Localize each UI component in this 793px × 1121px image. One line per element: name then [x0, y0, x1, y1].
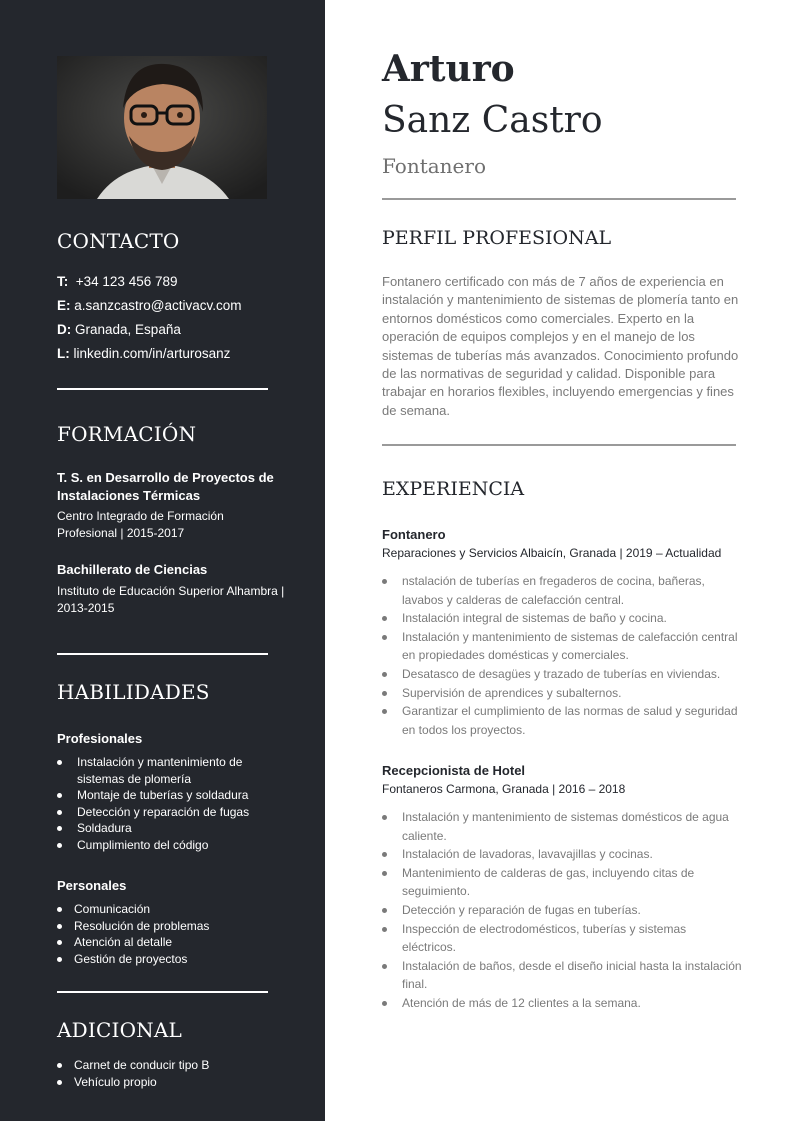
list-item: Atención al detalle	[57, 934, 287, 951]
additional-list	[57, 1057, 287, 1090]
phone-label: T:	[57, 274, 69, 289]
portrait-image	[57, 56, 267, 199]
bullet-icon	[57, 810, 62, 815]
sidebar-divider	[57, 653, 268, 655]
bullet-icon	[57, 793, 62, 798]
job-bullets-1	[382, 572, 742, 739]
bullet-icon	[382, 635, 387, 640]
contact-address	[57, 322, 181, 337]
bullet-icon	[382, 709, 387, 714]
list-item: Mantenimiento de calderas de gas, incluyendo citas de seguimiento.	[382, 864, 742, 901]
education-details-1: Centro Integrado de Formación Profesional | 2015-2017	[57, 509, 224, 540]
bullet-icon	[382, 908, 387, 913]
address-value: Granada, España	[75, 322, 181, 337]
profile-title: PERFIL PROFESIONAL	[382, 227, 612, 249]
bullet-icon	[382, 672, 387, 677]
additional-title: ADICIONAL	[57, 1018, 183, 1042]
list-item: Desatasco de desagües y trazado de tuberías en viviendas.	[382, 665, 742, 684]
bullet-icon	[382, 579, 387, 584]
bullet-icon	[382, 1001, 387, 1006]
address-label: D:	[57, 322, 72, 337]
list-item: nstalación de tuberías en fregaderos de cocina, bañeras, lavabos y calderas de calefacción central.	[382, 572, 742, 609]
list-item: Carnet de conducir tipo B	[57, 1057, 287, 1074]
bullet-icon	[382, 616, 387, 621]
bullet-icon	[382, 927, 387, 932]
profile-text: Fontanero certificado con más de 7 años de experiencia en instalación y mantenimiento de sistemas de plomería tanto en entornos domésticos como comerciales. Experto en la operación de equipos complejos y en el manejo de los sistemas de tuberías más avanzados. Conocimiento profundo de las normativas de seguridad y calidad. Disponible para trabajar en horarios flexibles, incluyendo emergencias y fines de semana.	[382, 274, 739, 418]
list-item: Comunicación	[57, 901, 287, 918]
skills-title: HABILIDADES	[57, 680, 210, 704]
profile-photo	[57, 56, 267, 199]
bullet-icon	[57, 924, 62, 929]
bullet-icon	[382, 852, 387, 857]
list-item: Soldadura	[57, 820, 272, 837]
experience-title: EXPERIENCIA	[382, 478, 525, 500]
list-item: Instalación y mantenimiento de sistemas domésticos de agua caliente.	[382, 808, 742, 845]
list-item: Instalación integral de sistemas de baño y cocina.	[382, 609, 742, 628]
education-degree-1: T. S. en Desarrollo de Proyectos de Instalaciones Térmicas	[57, 470, 274, 503]
job-bullets-2	[382, 808, 742, 1013]
sidebar-divider	[57, 388, 268, 390]
bullet-icon	[57, 843, 62, 848]
personal-skills-label: Personales	[57, 878, 127, 893]
list-item: Atención de más de 12 clientes a la semana.	[382, 994, 742, 1013]
job-role-1: Fontanero	[382, 527, 446, 542]
email-value: a.sanzcastro@activacv.com	[74, 298, 242, 313]
contact-email	[57, 298, 242, 313]
bullet-icon	[382, 871, 387, 876]
link-value: linkedin.com/in/arturosanz	[73, 346, 231, 361]
bullet-icon	[382, 815, 387, 820]
sidebar-divider	[57, 991, 268, 993]
list-item: Resolución de problemas	[57, 918, 287, 935]
email-label: E:	[57, 298, 71, 313]
job-title: Fontanero	[382, 154, 486, 178]
contact-phone	[57, 274, 178, 289]
bullet-icon	[57, 1080, 62, 1085]
job-company-2: Fontaneros Carmona, Granada | 2016 – 2018	[382, 782, 626, 796]
education-degree-2: Bachillerato de Ciencias	[57, 562, 208, 577]
list-item: Instalación y mantenimiento de sistemas de calefacción central en propiedades domésticas y comerciales.	[382, 628, 742, 665]
list-item: Montaje de tuberías y soldadura	[57, 787, 272, 804]
sidebar	[0, 0, 325, 1121]
education-title: FORMACIÓN	[57, 422, 197, 446]
list-item: Inspección de electrodomésticos, tuberías y sistemas eléctricos.	[382, 920, 742, 957]
list-item: Instalación de lavadoras, lavavajillas y cocinas.	[382, 845, 742, 864]
main-divider	[382, 444, 736, 446]
last-name: Sanz Castro	[382, 100, 603, 141]
bullet-icon	[57, 760, 62, 765]
job-company-1: Reparaciones y Servicios Albaicín, Granada | 2019 – Actualidad	[382, 546, 722, 560]
list-item: Supervisión de aprendices y subalternos.	[382, 684, 742, 703]
contact-linkedin	[57, 346, 230, 361]
bullet-icon	[57, 826, 62, 831]
job-role-2: Recepcionista de Hotel	[382, 763, 526, 778]
main-divider	[382, 198, 736, 200]
bullet-icon	[382, 691, 387, 696]
bullet-icon	[57, 1063, 62, 1068]
list-item: Instalación de baños, desde el diseño inicial hasta la instalación final.	[382, 957, 742, 994]
education-details-2: Instituto de Educación Superior Alhambra | 2013-2015	[57, 584, 285, 615]
bullet-icon	[57, 957, 62, 962]
bullet-icon	[57, 940, 62, 945]
phone-value: +34 123 456 789	[75, 274, 178, 289]
professional-skills-list	[57, 754, 272, 854]
contact-title: CONTACTO	[57, 229, 180, 253]
list-item: Detección y reparación de fugas en tuberías.	[382, 901, 742, 920]
bullet-icon	[382, 964, 387, 969]
personal-skills-list	[57, 901, 287, 967]
professional-skills-label: Profesionales	[57, 731, 143, 746]
list-item: Vehículo propio	[57, 1074, 287, 1091]
link-label: L:	[57, 346, 70, 361]
list-item: Cumplimiento del código	[57, 837, 272, 854]
list-item: Instalación y mantenimiento de sistemas de plomería	[57, 754, 272, 787]
first-name: Arturo	[382, 48, 515, 90]
list-item: Detección y reparación de fugas	[57, 804, 272, 821]
bullet-icon	[57, 907, 62, 912]
list-item: Gestión de proyectos	[57, 951, 287, 968]
list-item: Garantizar el cumplimiento de las normas de salud y seguridad en todos los proyectos.	[382, 702, 742, 739]
